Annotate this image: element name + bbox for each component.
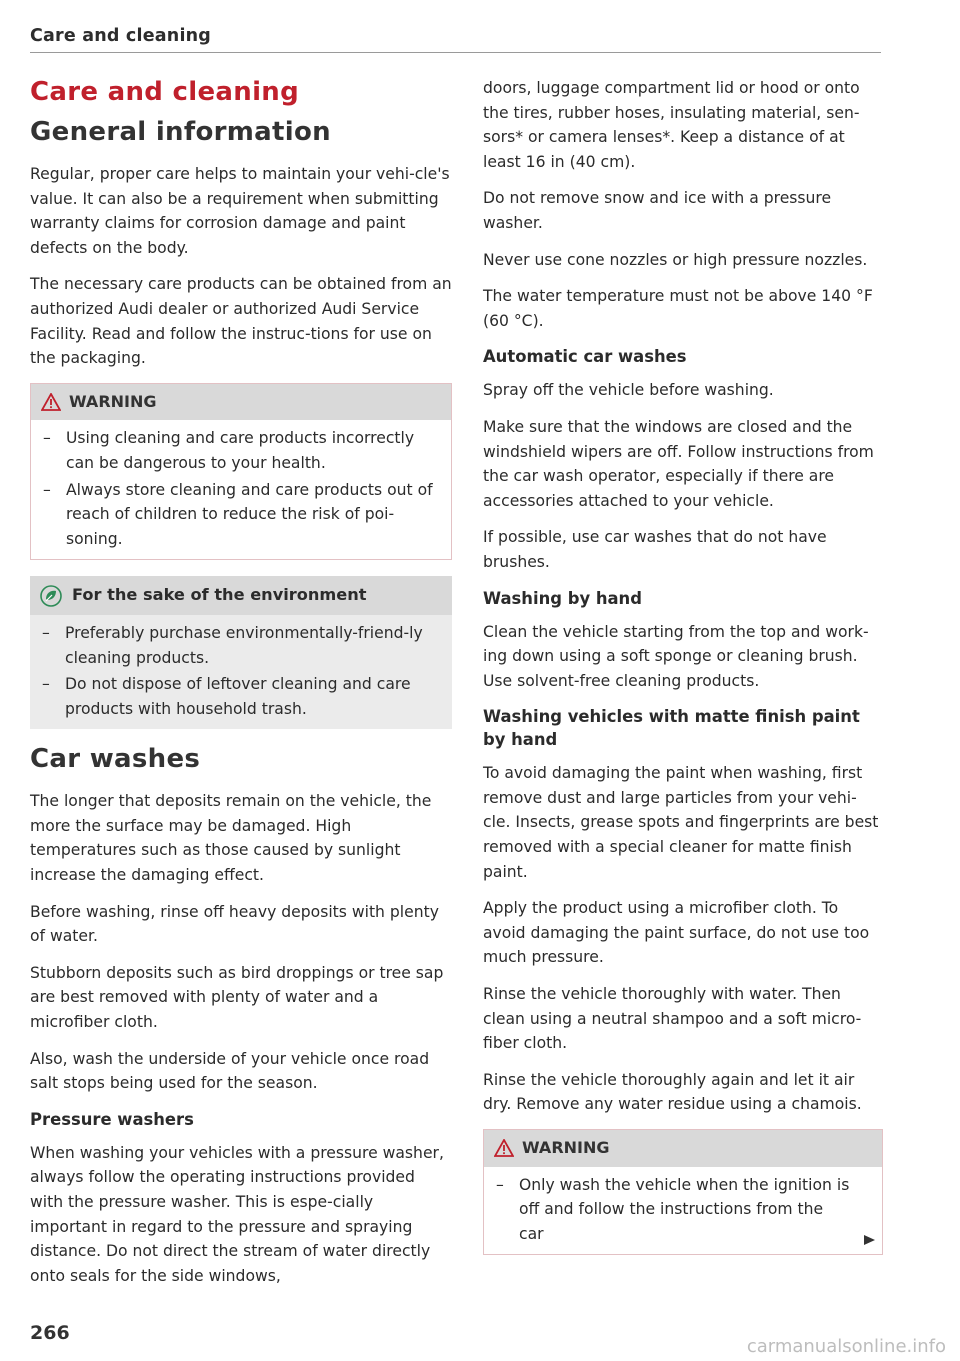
warning-item: – Always store cleaning and care products out of reach of children to reduce the risk of poi-soning. <box>41 478 441 552</box>
paragraph: The necessary care products can be obtained from an authorized Audi dealer or authorized Audi Service Facility. Read and follow the instruc-tions for use on the packaging. <box>30 275 452 368</box>
section-header: Care and cleaning <box>30 26 212 46</box>
paragraph: doors, luggage compartment lid or hood or onto the tires, rubber hoses, insulating material, sen-sors* or camera lenses*. Keep a distance of at least 16 in (40 cm). <box>483 79 860 171</box>
environment-header <box>30 576 452 615</box>
subsection-title-matte: Washing vehicles with matte finish paint by hand <box>483 707 860 750</box>
subsection-title-automatic: Automatic car washes <box>483 347 687 367</box>
paragraph: Clean the vehicle starting from the top and work-ing down using a soft sponge or cleaning brush. Use solvent-free cleaning products. <box>483 622 869 690</box>
paragraph: Never use cone nozzles or high pressure nozzles. <box>483 250 868 269</box>
environment-box <box>30 576 452 729</box>
warning-box <box>30 383 452 561</box>
paragraph: Make sure that the windows are closed and the windshield wipers are off. Follow instructions from the car wash operator, especially if there are accessories attached to your vehicle. <box>483 417 874 510</box>
paragraph: Also, wash the underside of your vehicle once road salt stops being used for the season. <box>30 1049 430 1093</box>
environment-label: For the sake of the environment <box>72 585 367 605</box>
warning-label: WARNING <box>522 1138 610 1157</box>
warning-header <box>484 1130 882 1167</box>
environment-item: – Do not dispose of leftover cleaning and care products with household trash. <box>40 672 442 721</box>
right-column <box>483 76 883 1271</box>
paragraph: If possible, use car washes that do not have brushes. <box>483 528 827 571</box>
section-title-car-washes: Car washes <box>30 744 201 775</box>
warning-box <box>483 1129 883 1255</box>
header-divider <box>30 52 881 53</box>
section-title-general: General information <box>30 117 331 147</box>
warning-label: WARNING <box>69 391 157 411</box>
page-title: Care and cleaning <box>30 77 299 107</box>
paragraph: Stubborn deposits such as bird droppings or tree sap are best removed with plenty of water and a microfiber cloth. <box>30 963 444 1032</box>
left-column <box>30 70 452 1300</box>
paragraph: The longer that deposits remain on the vehicle, the more the surface may be damaged. High temperatures such as those caused by sunlight increase the damaging effect. <box>30 792 432 885</box>
warning-triangle-icon <box>41 393 61 411</box>
paragraph: To avoid damaging the paint when washing, first remove dust and large particles from your vehi-cle. Insects, grease spots and fingerprints are best removed with a special cleaner for matte finish paint. <box>483 764 879 881</box>
environment-item: – Preferably purchase environmentally-friend-ly cleaning products. <box>40 621 442 670</box>
watermark: carmanualsonline.info <box>746 1336 946 1357</box>
warning-header <box>31 384 451 421</box>
continue-arrow-icon <box>862 1234 876 1246</box>
paragraph: Regular, proper care helps to maintain your vehi-cle's value. It can also be a requirement when submitting warranty claims for corrosion damage and paint defects on the body. <box>30 165 450 257</box>
environment-leaf-icon <box>40 585 62 607</box>
paragraph: Before washing, rinse off heavy deposits with plenty of water. <box>30 902 439 946</box>
subsection-title-by-hand: Washing by hand <box>483 588 642 608</box>
paragraph: Rinse the vehicle thoroughly with water. Then clean using a neutral shampoo and a soft micro-fiber cloth. <box>483 985 862 1053</box>
warning-item: – Using cleaning and care products incorrectly can be dangerous to your health. <box>41 426 441 475</box>
paragraph: Rinse the vehicle thoroughly again and let it air dry. Remove any water residue using a chamois. <box>483 1070 862 1114</box>
paragraph: Apply the product using a microfiber cloth. To avoid damaging the paint surface, do not use too much pressure. <box>483 899 870 967</box>
paragraph: Spray off the vehicle before washing. <box>483 381 774 400</box>
warning-triangle-icon <box>494 1139 514 1157</box>
warning-item: – Only wash the vehicle when the ignition is off and follow the instructions from the car <box>494 1173 852 1247</box>
subsection-title-pressure-washers: Pressure washers <box>30 1109 194 1129</box>
page-number: 266 <box>30 1322 70 1344</box>
paragraph: When washing your vehicles with a pressure washer, always follow the operating instructions provided with the pressure washer. This is espe-cially important in regard to the pressure and spraying distance. Do not direct the stream of water directly onto seals for the side windows, <box>30 1143 444 1285</box>
paragraph: The water temperature must not be above 140 °F (60 °C). <box>483 287 873 330</box>
paragraph: Do not remove snow and ice with a pressure washer. <box>483 189 832 232</box>
